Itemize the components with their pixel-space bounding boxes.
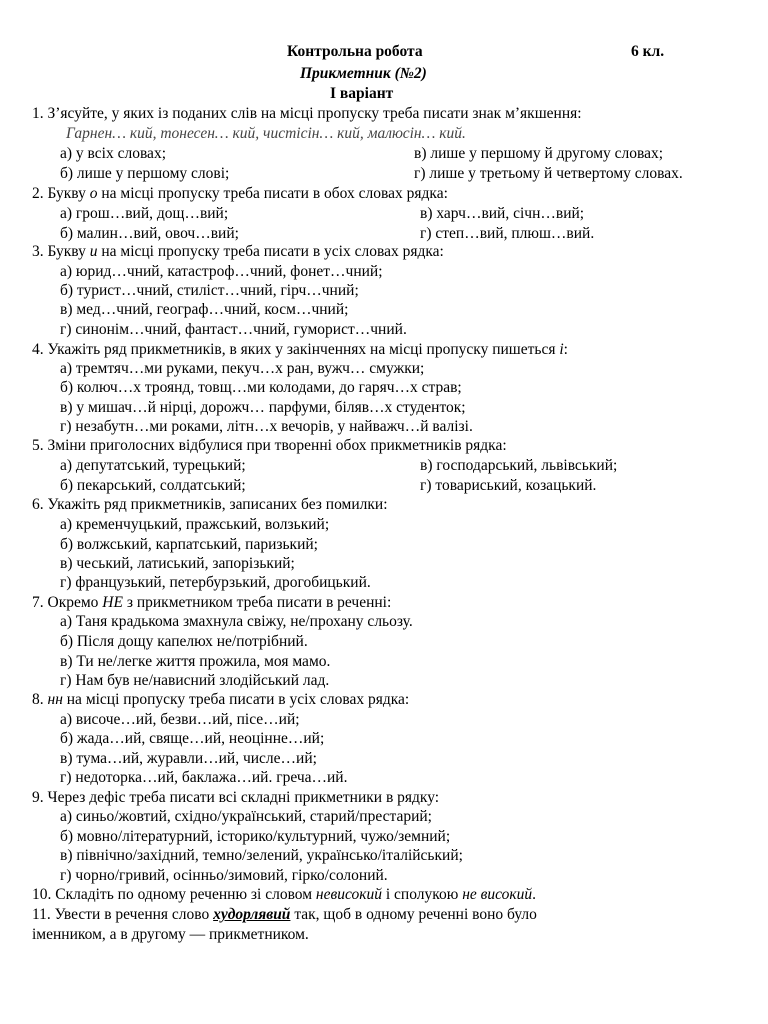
question-11 [0, 905, 768, 925]
highlight-letter: о [89, 185, 98, 202]
highlight-phrase: не високий [462, 886, 533, 903]
question-6-option-b [0, 535, 768, 555]
question-10 [0, 885, 768, 905]
question-7-option-v [0, 652, 768, 672]
question-9 [0, 788, 768, 808]
option-g: г) товариський, козацький. [420, 477, 597, 494]
question-7-option-a [0, 612, 768, 632]
option-g: г) степ…вий, плюш…вий. [420, 225, 595, 242]
question-5-options-row-1 [0, 456, 768, 476]
question-text: 7. Окремо НЕ з прикметником треба писати в реченні: [32, 594, 392, 611]
option-g: г) синонім…чний, фантаст…чний, гуморист…чний. [60, 321, 407, 338]
question-3-option-v [0, 300, 768, 320]
question-9-option-b [0, 827, 768, 847]
question-11-line-2 [0, 925, 768, 945]
option-b: б) малин…вий, овоч…вий; [60, 225, 239, 242]
question-text: 1. З’ясуйте, у яких із поданих слів на місці пропуску треба писати знак м’якшення: [32, 105, 582, 122]
question-text: 3. Букву и на місці пропуску треба писати в усіх словах рядка: [32, 243, 444, 260]
question-4-option-a [0, 359, 768, 379]
question-8-option-g [0, 768, 768, 788]
option-v: в) Ти не/легке життя прожила, моя мамо. [60, 653, 331, 670]
question-8-option-b [0, 729, 768, 749]
question-6-option-g [0, 573, 768, 593]
highlight-letter: і [559, 341, 564, 358]
highlight-letter: и [89, 243, 98, 260]
option-a: а) тремтяч…ми руками, пекуч…х ран, вужч… смужки; [60, 360, 425, 377]
question-8-option-a [0, 710, 768, 730]
option-a: а) височе…ий, безви…ий, пісе…ий; [60, 711, 300, 728]
question-2 [0, 184, 768, 204]
highlight-word: невисокий [315, 886, 382, 903]
question-9-option-g [0, 866, 768, 886]
question-text: 9. Через дефіс треба писати всі складні прикметники в рядку: [32, 789, 440, 806]
question-7 [0, 593, 768, 613]
subtitle-line [0, 64, 768, 84]
question-2-options-row-1 [0, 204, 768, 224]
question-4-option-v [0, 398, 768, 418]
highlight-letters: нн [47, 691, 63, 708]
question-text: 5. Зміни приголосних відбулися при творенні обох прикметників рядка: [32, 437, 507, 454]
variant-label: І варіант [330, 85, 394, 102]
question-text: 2. Букву о на місці пропуску треба писати в обох словах рядка: [32, 185, 448, 202]
option-b: б) пекарський, солдатський; [60, 477, 246, 494]
question-8 [0, 690, 768, 710]
option-g: г) чорно/гривий, осінньо/зимовий, гірко/солоний. [60, 867, 388, 884]
question-9-option-a [0, 807, 768, 827]
option-a: а) кременчуцький, пражський, волзький; [60, 516, 330, 533]
question-text: 4. Укажіть ряд прикметників, в яких у закінченнях на місці пропуску пишеться і: [32, 341, 568, 358]
option-a: а) синьо/жовтий, східно/український, старий/престарий; [60, 808, 432, 825]
question-7-option-g [0, 671, 768, 691]
question-7-option-b [0, 632, 768, 652]
option-g: г) незабутн…ми роками, літн…х вечорів, у найважч…й валізі. [60, 418, 473, 435]
option-v: в) харч…вий, січн…вий; [420, 205, 585, 222]
option-v: в) лише у першому й другому словах; [414, 145, 664, 162]
header-line [0, 42, 768, 62]
question-6-option-v [0, 554, 768, 574]
question-6-option-a [0, 515, 768, 535]
question-3-option-g [0, 320, 768, 340]
question-text: 8. нн на місці пропуску треба писати в усіх словах рядка: [32, 691, 410, 708]
option-b: б) лише у першому слові; [60, 165, 230, 182]
question-1-words [0, 124, 768, 144]
question-9-option-v [0, 846, 768, 866]
option-a: а) у всіх словах; [60, 145, 166, 162]
page-subtitle: Прикметник (№2) [300, 65, 427, 82]
question-3 [0, 242, 768, 262]
option-g: г) недоторка…ий, баклажа…ий. греча…ий. [60, 769, 348, 786]
page-title: Контрольна робота [287, 43, 423, 60]
question-5 [0, 436, 768, 456]
question-4 [0, 340, 768, 360]
grade-label: 6 кл. [631, 43, 665, 60]
option-v: в) мед…чний, географ…чний, косм…чний; [60, 301, 349, 318]
option-b: б) волжський, карпатський, паризький; [60, 536, 318, 553]
question-8-option-v [0, 749, 768, 769]
question-5-options-row-2 [0, 476, 768, 496]
option-a: а) грош…вий, дощ…вий; [60, 205, 229, 222]
question-text-continuation: іменником, а в другому — прикметником. [32, 926, 309, 943]
option-v: в) господарський, львівський; [420, 457, 618, 474]
option-b: б) колюч…х троянд, товщ…ми колодами, до гаряч…х страв; [60, 379, 462, 396]
question-2-options-row-2 [0, 224, 768, 244]
word-list: Гарнен… кий, тонесен… кий, чистісін… кий, малюсін… кий. [66, 125, 466, 142]
highlight-word: НЕ [102, 594, 123, 611]
option-a: а) Таня крадькома змахнула свіжу, не/прохану сльозу. [60, 613, 413, 630]
question-text: 10. Складіть по одному реченню зі словом невисокий і сполукою не високий. [32, 886, 536, 903]
question-6 [0, 495, 768, 515]
question-1-options-row-1 [0, 144, 768, 164]
option-v: в) чеський, латиський, запорізький; [60, 555, 295, 572]
question-4-option-b [0, 378, 768, 398]
question-3-option-b [0, 281, 768, 301]
question-1 [0, 104, 768, 124]
option-v: в) тума…ий, журавли…ий, числе…ий; [60, 750, 317, 767]
option-b: б) Після дощу капелюх не/потрібний. [60, 633, 308, 650]
variant-line [0, 84, 768, 104]
question-4-option-g [0, 417, 768, 437]
option-a: а) депутатський, турецький; [60, 457, 246, 474]
option-v: в) у мишач…й нірці, дорожч… парфуми, біляв…х студенток; [60, 399, 466, 416]
option-b: б) мовно/літературний, історико/культурний, чужо/земний; [60, 828, 451, 845]
option-b: б) жада…ий, свяще…ий, неоціннe…ий; [60, 730, 325, 747]
option-g: г) Нам був не/нависний злодійський лад. [60, 672, 330, 689]
option-g: г) лише у третьому й четвертому словах. [414, 165, 683, 182]
option-a: а) юрид…чний, катастроф…чний, фонет…чний; [60, 263, 383, 280]
option-g: г) французький, петербурзький, дрогобицький. [60, 574, 371, 591]
question-text: 6. Укажіть ряд прикметників, записаних без помилки: [32, 496, 388, 513]
highlight-word: худорлявий [213, 906, 291, 923]
question-text: 11. Увести в речення слово худорлявий так, щоб в одному реченні воно було [32, 906, 537, 923]
question-1-options-row-2 [0, 164, 768, 184]
question-3-option-a [0, 262, 768, 282]
option-b: б) турист…чний, стиліст…чний, гірч…чний; [60, 282, 359, 299]
option-v: в) північно/західний, темно/зелений, українсько/італійський; [60, 847, 463, 864]
